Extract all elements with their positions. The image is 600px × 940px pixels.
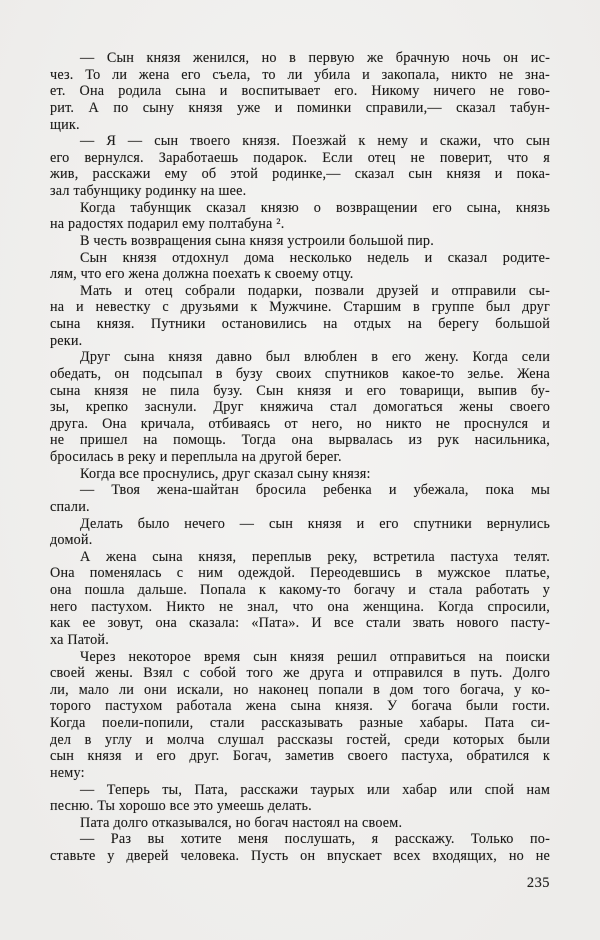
text-line: жив, расскажи ему об этой родинке,— сказал сын князя и пока- bbox=[50, 166, 550, 183]
text-line: рит. А по сыну князя уже и поминки справили,— сказал табун- bbox=[50, 99, 550, 116]
paragraph bbox=[50, 283, 550, 350]
text-line: дел в углу и молча слушал рассказы гостей, среди которых были bbox=[50, 731, 550, 748]
text-line: чез. То ли жена его съела, то ли убила и закопала, никто не зна- bbox=[50, 66, 550, 83]
text-line: лям, что его жена должна поехать к своему отцу. bbox=[50, 266, 354, 283]
text-line: Пата долго отказывался, но богач настоял на своем. bbox=[80, 814, 403, 831]
text-line: своей жены. Взял с собой того же друга и отправился в путь. Долго bbox=[50, 665, 550, 682]
paragraph bbox=[50, 466, 550, 483]
text-line: — Раз вы хотите меня послушать, я расскажу. Только по- bbox=[80, 831, 550, 848]
text-line: реки. bbox=[50, 332, 83, 349]
paragraph bbox=[50, 50, 550, 133]
paragraph bbox=[50, 250, 550, 283]
text-line: друга. Она кричала, отбиваясь от него, но никто не проснулся и bbox=[50, 415, 550, 432]
text-line: не пришел на помощь. Тогда она вырвалась из рук насильника, bbox=[50, 432, 550, 449]
text-line: Мать и отец собрали подарки, позвали друзей и отправили сы- bbox=[80, 282, 550, 299]
text-line: ставьте у дверей человека. Пусть он впускает всех входящих, но не bbox=[50, 848, 550, 864]
text-line: щик. bbox=[50, 116, 80, 133]
text-line: обедать, он подсыпал в бузу своих спутников какое-то зелье. Жена bbox=[50, 365, 550, 382]
text-line: ет. Она родила сына и воспитывает его. Никому ничего не гово- bbox=[50, 83, 550, 100]
text-line: его вернулся. Заработаешь подарок. Если отец не поверит, что я bbox=[50, 149, 550, 166]
text-line: торого пастухом работала жена сына князя. У богача были гости. bbox=[50, 698, 550, 715]
paragraph bbox=[50, 649, 550, 782]
paragraph bbox=[50, 349, 550, 465]
text-line: сын князя и его друг. Богач, заметив своего пастуха, обратился к bbox=[50, 748, 550, 765]
paragraph bbox=[50, 516, 550, 549]
text-line: нему: bbox=[50, 764, 85, 781]
text-line: Когда все проснулись, друг сказал сыну князя: bbox=[80, 465, 371, 482]
text-line: домой. bbox=[50, 532, 93, 549]
text-line: сына князя. Путники остановились на отдых на берегу большой bbox=[50, 316, 550, 332]
paragraph bbox=[50, 133, 550, 200]
text-line: Друг сына князя давно был влюблен в его жену. Когда сели bbox=[80, 349, 550, 366]
paragraph bbox=[50, 815, 550, 832]
page-number: 235 bbox=[526, 874, 550, 891]
text-line: ха Патой. bbox=[50, 631, 109, 648]
text-line: зы, крепко заснули. Друг княжича стал домогаться жены своего bbox=[50, 399, 550, 416]
text-line: как ее зовут, она сказала: «Пата». И все стали звать нового пасту- bbox=[50, 615, 550, 632]
paragraph bbox=[50, 549, 550, 649]
text-line: — Я — сын твоего князя. Поезжай к нему и скажи, что сын bbox=[80, 133, 550, 150]
text-line: Когда поели-попили, стали рассказывать разные хабары. Пата си- bbox=[50, 715, 550, 731]
text-line: — Сын князя женился, но в первую же брачную ночь он ис- bbox=[80, 50, 550, 66]
text-line: бросилась в реку и переплыла на другой берег. bbox=[50, 449, 342, 465]
paragraph bbox=[50, 233, 550, 250]
paragraph bbox=[50, 200, 550, 233]
text-line: она пошла дальше. Попала к какому-то богачу и стала работать у bbox=[50, 582, 550, 598]
paragraph bbox=[50, 482, 550, 515]
text-line: Сын князя отдохнул дома несколько недель и сказал родите- bbox=[80, 249, 550, 266]
paragraph bbox=[50, 831, 550, 864]
paragraph bbox=[50, 782, 550, 815]
text-line: — Теперь ты, Пата, расскажи таурых или хабар или спой нам bbox=[80, 781, 550, 798]
text-line: Когда табунщик сказал князю о возвращении его сына, князь bbox=[80, 199, 550, 216]
text-line: на и невестку с друзьями к Мужчине. Старшим в группе был друг bbox=[50, 299, 550, 316]
text-line: Делать было нечего — сын князя и его спутники вернулись bbox=[80, 515, 550, 532]
text-line: песню. Ты хорошо все это умеешь делать. bbox=[50, 798, 312, 815]
text-line: Она поменялась с ним одеждой. Переодевшись в мужское платье, bbox=[50, 565, 550, 582]
text-line: — Твоя жена-шайтан бросила ребенка и убежала, пока мы bbox=[80, 482, 550, 499]
text-line: сына князя не пила бузу. Сын князя и его товарищи, выпив бу- bbox=[50, 382, 550, 399]
text-line: В честь возвращения сына князя устроили большой пир. bbox=[80, 232, 434, 249]
text-line: зал табунщику родинку на шее. bbox=[50, 183, 247, 199]
text-line: А жена сына князя, переплыв реку, встретила пастуха телят. bbox=[80, 548, 550, 565]
text-line: ли, мало ли они искали, но наконец попали в дом того богача, у ко- bbox=[50, 681, 550, 698]
text-line: него пастухом. Никто не знал, что она женщина. Когда спросили, bbox=[50, 598, 550, 615]
text-block bbox=[50, 50, 550, 865]
text-line: спали. bbox=[50, 498, 90, 515]
text-line: Через некоторое время сын князя решил отправиться на поиски bbox=[80, 648, 550, 665]
text-line: на радостях подарил ему полтабуна ². bbox=[50, 216, 285, 233]
